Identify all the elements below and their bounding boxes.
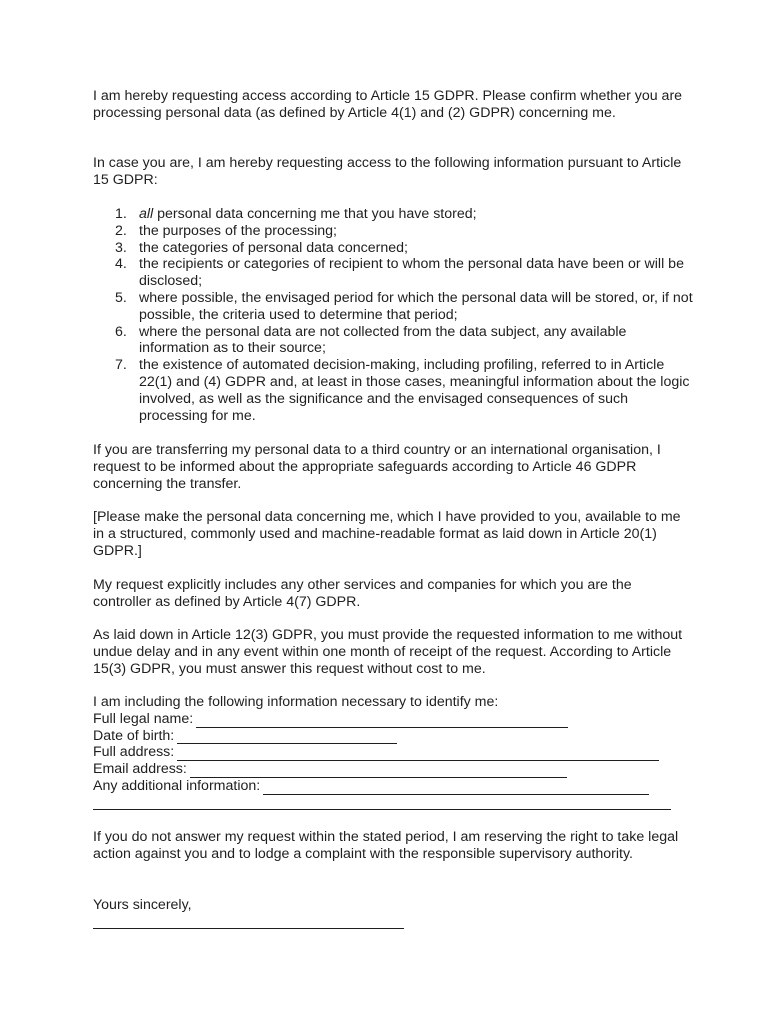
dob-field[interactable] — [93, 728, 693, 745]
list-item: 3. the categories of personal data concerned; — [115, 239, 408, 256]
fill-line[interactable] — [177, 729, 397, 744]
full-name-field[interactable] — [93, 711, 693, 728]
identification-section — [93, 694, 693, 795]
emphasis-all: all — [139, 206, 154, 222]
list-item: 6. where the personal data are not collected from the data subject, any available information as to their source; — [115, 323, 627, 357]
field-label: Full address: — [93, 744, 175, 761]
requested-info-list — [93, 206, 693, 424]
scope-paragraph: My request explicitly includes any other services and companies for which you are the controller as defined by Article 4(7) GDPR. — [93, 577, 632, 610]
address-field[interactable] — [93, 744, 693, 761]
list-item: 5. where possible, the envisaged period for which the personal data will be stored, or, if not possible, the criteria used to determine that period; — [115, 289, 693, 323]
identify-intro: I am including the following information necessary to identify me: — [93, 694, 499, 710]
portability-paragraph: [Please make the personal data concerning me, which I have provided to you, available to me in a structured, commonly used and machine-readable format as laid down in Article 20(1) GDPR.] — [93, 509, 681, 559]
in-case-paragraph: In case you are, I am hereby requesting access to the following information pursuant to Article 15 GDPR: — [93, 155, 682, 188]
field-label: Full legal name: — [93, 710, 194, 727]
sign-off: Yours sincerely, — [93, 897, 192, 913]
list-item: 7. the existence of automated decision-making, including profiling, referred to in Article 22(1) and (4) GDPR and, at least in those cases, meaningful information about the logic involved, as well as the significance and the envisaged consequences of such processing for me. — [115, 357, 690, 424]
additional-info-field[interactable] — [93, 778, 693, 795]
fill-line[interactable] — [263, 780, 649, 795]
transfer-paragraph: If you are transferring my personal data to a third country or an international organisation, I request to be informed about the appropriate safeguards according to Article 46 GDPR concerning the transfer. — [93, 442, 661, 492]
field-label: Date of birth: — [93, 727, 175, 744]
intro-paragraph: I am hereby requesting access according to Article 15 GDPR. Please confirm whether you are processing personal data (as defined by Article 4(1) and (2) GDPR) concerning me. — [93, 88, 683, 121]
signature-line[interactable] — [93, 928, 404, 929]
field-label: Any additional information: — [93, 777, 261, 794]
fill-line[interactable] — [177, 746, 659, 761]
list-item: 1. all personal data concerning me that you have stored; — [115, 206, 477, 222]
fill-line[interactable] — [196, 713, 568, 728]
fill-line[interactable] — [190, 763, 567, 778]
additional-info-extra-line[interactable] — [93, 809, 671, 810]
field-label: Email address: — [93, 761, 187, 778]
closing-warning-paragraph: If you do not answer my request within the stated period, I am reserving the right to take legal action against you and to lodge a complaint with the responsible supervisory authority. — [93, 829, 679, 862]
list-item: 2. the purposes of the processing; — [115, 222, 337, 239]
email-field[interactable] — [93, 761, 693, 778]
deadline-paragraph: As laid down in Article 12(3) GDPR, you must provide the requested information to me without undue delay and in any event within one month of receipt of the request. According to Article 15(3) GDPR, you must answer this request without cost to me. — [93, 627, 683, 677]
list-item: 4. the recipients or categories of recipient to whom the personal data have been or will be disclosed; — [115, 256, 684, 290]
